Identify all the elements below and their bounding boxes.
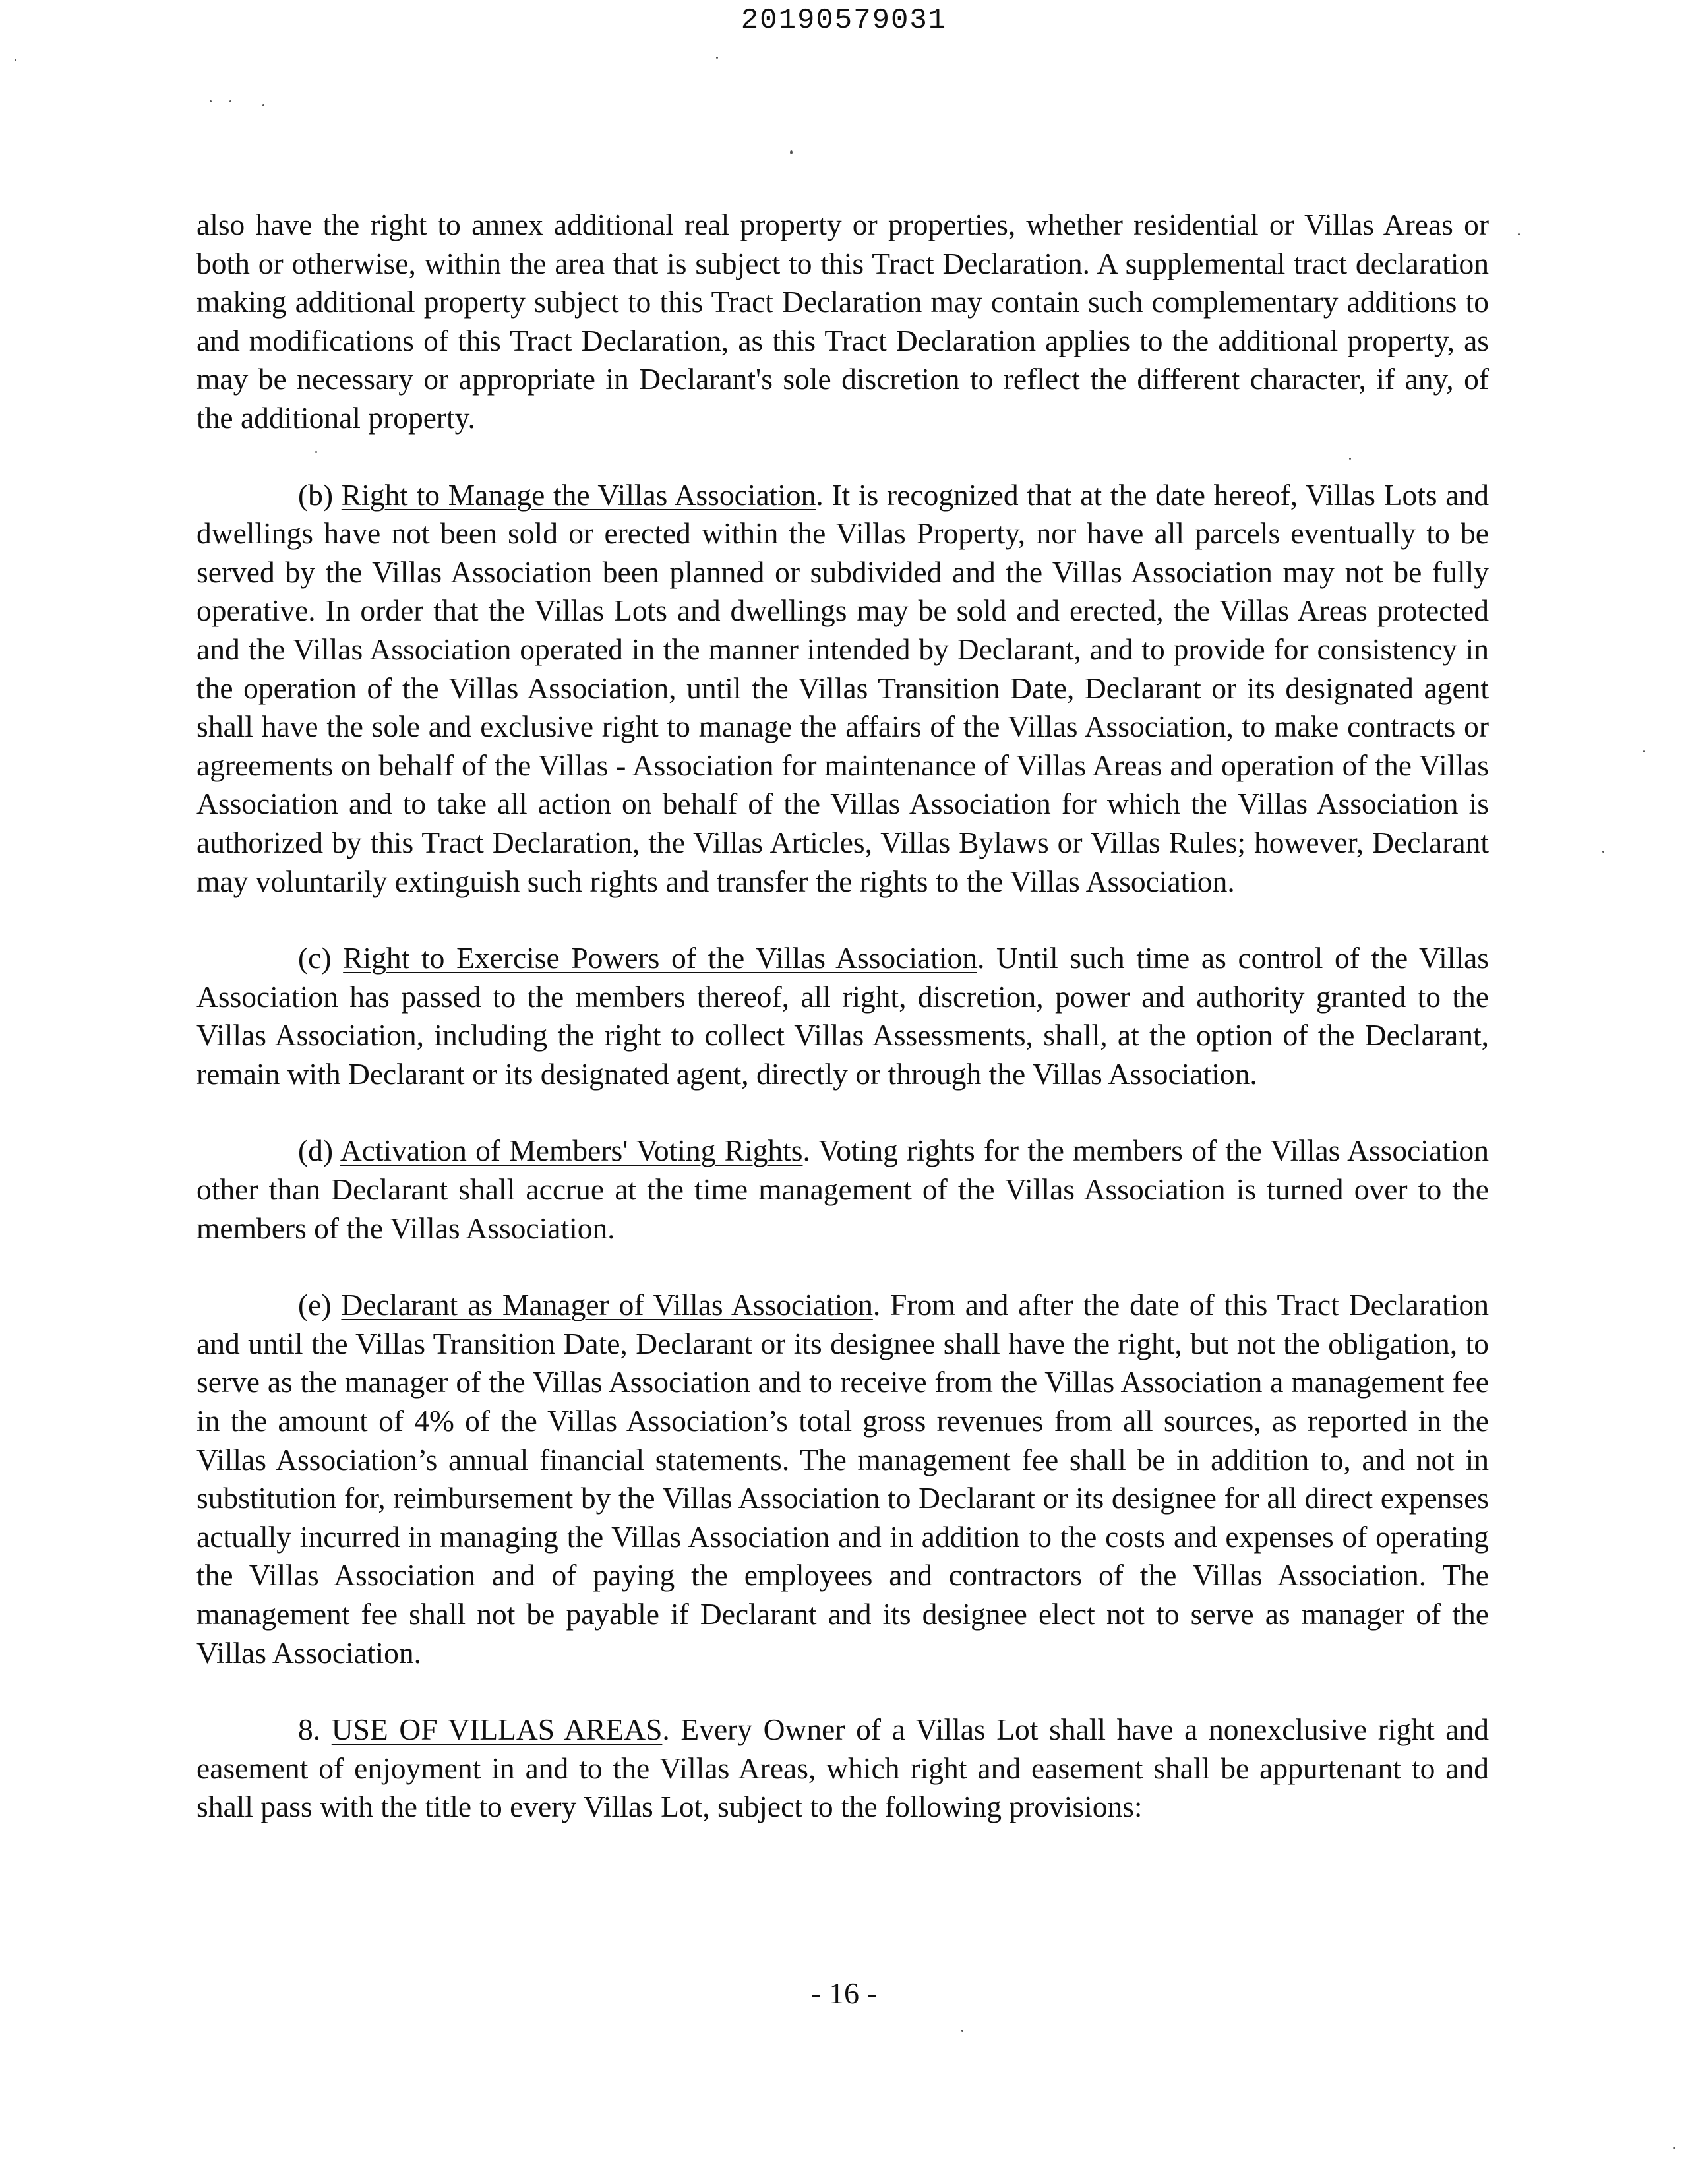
paragraph-c-right-to-exercise-powers — [196, 939, 1489, 1093]
paragraph-text: . Voting rights for the members of the Villas Association other than Declarant shall accrue at the time management of the Villas Association is turned over to the members of the Villas Association. — [196, 1134, 1489, 1245]
scan-speck — [210, 100, 212, 102]
scan-speck — [15, 59, 16, 61]
scan-speck — [262, 104, 264, 106]
scan-speck — [1518, 233, 1520, 235]
paragraph-heading: Declarant as Manager of Villas Association — [341, 1288, 873, 1322]
scan-speck — [961, 2030, 963, 2032]
paragraph-label: (d) — [298, 1134, 334, 1168]
scan-speck — [716, 57, 718, 59]
paragraph-heading: Right to Exercise Powers of the Villas Association — [343, 941, 977, 975]
section-8-use-of-villas-areas — [196, 1711, 1489, 1827]
paragraph-text: . Every Owner of a Villas Lot shall have a nonexclusive right and easement of enjoyment in and to the Villas Areas, which right and easement shall be appurtenant to and shall pass with the title to every Villas Lot, subject to the following provisions: — [196, 1713, 1489, 1824]
recording-number: 20190579031 — [740, 4, 948, 37]
paragraph-label: (e) — [298, 1288, 332, 1322]
paragraph-text: . From and after the date of this Tract Declaration and until the Villas Transition Date, Declarant or its designee shall have the right, but not the obligation, to serve as the manager of the Villas Association and to receive from the Villas Association a management fee in the amount of 4% of the Villas Association’s total gross revenues from all sources, as reported in the Villas Association’s annual financial statements. The management fee shall be in addition to, and not in substitution for, reimbursement by the Villas Association to Declarant or its designee for all direct expenses actually incurred in managing the Villas Association and in addition to the costs and expenses of operating the Villas Association and of paying the employees and contractors of the Villas Association. The management fee shall not be payable if Declarant and its designee elect not to serve as manager of the Villas Association. — [196, 1288, 1489, 1670]
section-heading: USE OF VILLAS AREAS — [331, 1713, 663, 1747]
scan-speck — [1673, 2147, 1675, 2149]
paragraph-text: . It is recognized that at the date hereof, Villas Lots and dwellings have not been sold or erected within the Villas Property, nor have all parcels eventually to be served by the Villas Association been planned or subdivided and the Villas Association may not be fully operative. In order that the Villas Lots and dwellings may be sold and erected, the Villas Areas protected and the Villas Association operated in the manner intended by Declarant, and to provide for consistency in the operation of the Villas Association, until the Villas Transition Date, Declarant or its designated agent shall have the sole and exclusive right to manage the affairs of the Villas Association, to make contracts or agreements on behalf of the Villas - Association for maintenance of Villas Areas and operation of the Villas Association and to take all action on behalf of the Villas Association for which the Villas Association is authorized by this Tract Declaration, the Villas Articles, Villas Bylaws or Villas Rules; however, Declarant may voluntarily extinguish such rights and transfer the rights to the Villas Association. — [196, 477, 1490, 898]
paragraph-d-voting-rights — [196, 1132, 1489, 1248]
paragraph-heading: Right to Manage the Villas Association — [341, 477, 816, 512]
paragraph-b-right-to-manage — [196, 476, 1489, 901]
paragraph-text: . Until such time as control of the Villas Association has passed to the members thereof, all right, discretion, power and authority granted to the Villas Association, including the right to collect Villas Assessments, shall, at the option of the Declarant, remain with Declarant or its designated agent, directly or through the Villas Association. — [196, 941, 1490, 1091]
scan-speck — [790, 150, 793, 154]
paragraph-annexation-continued: also have the right to annex additional real property or properties, whether residential or Villas Areas or both or otherwise, within the area that is subject to this Tract Declaration. A supplemental tract declaration making additional property subject to this Tract Declaration may contain such complementary additions to and modifications of this Tract Declaration, as this Tract Declaration applies to the additional property, as may be necessary or appropriate in Declarant's sole discretion to reflect the different character, if any, of the additional property. — [196, 208, 1489, 435]
scan-speck — [229, 100, 231, 102]
paragraph-heading: Activation of Members' Voting Rights — [340, 1134, 803, 1168]
page-number: - 16 - — [811, 1976, 877, 2010]
paragraph-label: (b) — [298, 477, 334, 512]
scan-speck — [1602, 851, 1604, 853]
section-number: 8. — [298, 1713, 321, 1747]
paragraph-label: (c) — [298, 941, 332, 975]
scan-speck — [1643, 750, 1645, 752]
paragraph-e-declarant-as-manager — [196, 1286, 1489, 1672]
document-body — [196, 206, 1489, 1827]
